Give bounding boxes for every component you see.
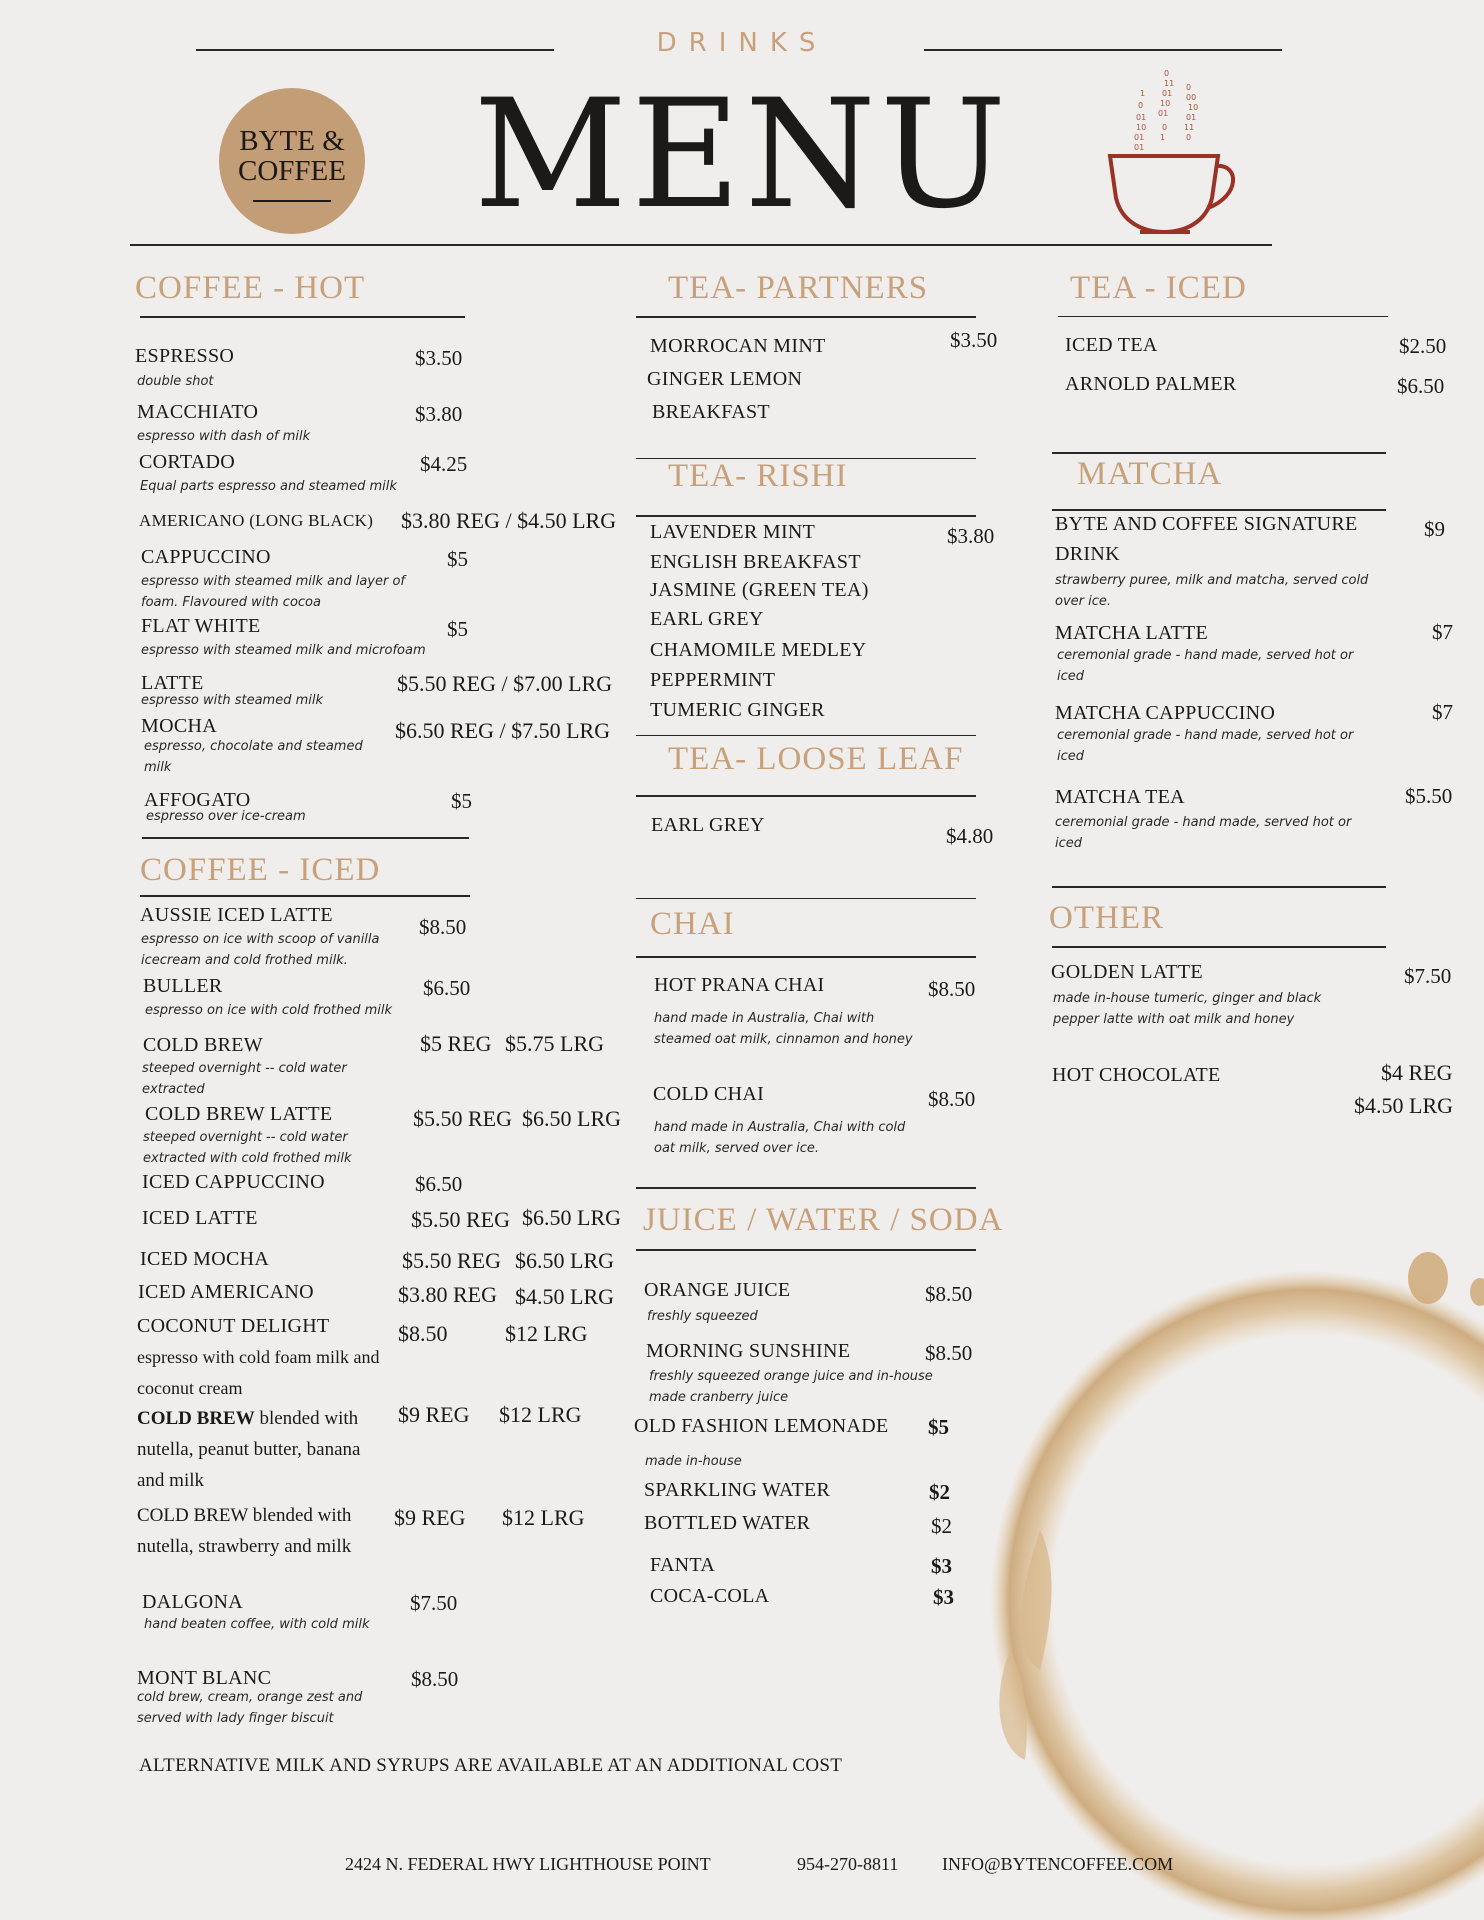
macchiato-desc: espresso with dash of milk bbox=[137, 429, 311, 444]
arnold-palmer-price: $6.50 bbox=[1397, 374, 1445, 398]
hot-chocolate-price-reg: $4 REG bbox=[1381, 1060, 1453, 1085]
matcha-end-rule bbox=[1052, 886, 1386, 888]
iced-americano-price-reg: $3.80 REG bbox=[398, 1282, 497, 1307]
morning-sunshine-desc: freshly squeezed orange juice and in-house made cranberry juice bbox=[649, 1369, 933, 1405]
tea-loose-rule bbox=[636, 795, 976, 797]
aussie-iced-latte-price: $8.50 bbox=[419, 915, 467, 939]
signature-drink-name-2: DRINK bbox=[1055, 543, 1120, 565]
cold-brew-nutella-strawberry-price-reg: $9 REG bbox=[394, 1505, 466, 1530]
flat-white-price: $5 bbox=[447, 617, 468, 641]
coffee-stain-ring-icon bbox=[980, 1230, 1484, 1920]
ginger-lemon-name: GINGER LEMON bbox=[647, 368, 803, 390]
drinks-label: DRINKS bbox=[656, 28, 828, 58]
iced-tea-name: ICED TEA bbox=[1065, 334, 1158, 356]
fanta-name: FANTA bbox=[650, 1554, 716, 1576]
lemonade-desc: made in-house bbox=[645, 1454, 742, 1469]
golden-latte-name: GOLDEN LATTE bbox=[1051, 961, 1203, 983]
svg-text:11: 11 bbox=[1184, 123, 1195, 132]
tea-partners-rule bbox=[636, 316, 976, 318]
chai-end-rule bbox=[636, 1187, 976, 1189]
svg-text:10: 10 bbox=[1188, 103, 1199, 112]
alt-milk-note: ALTERNATIVE MILK AND SYRUPS ARE AVAILABLE AT AN ADDITIONAL COST bbox=[139, 1755, 843, 1776]
matcha-cappuccino-price: $7 bbox=[1432, 700, 1453, 724]
macchiato-name: MACCHIATO bbox=[137, 401, 259, 423]
buller-desc: espresso on ice with cold frothed milk bbox=[145, 1003, 393, 1018]
cold-brew-latte-price-lrg: $6.50 LRG bbox=[522, 1106, 621, 1131]
mont-blanc-name: MONT BLANC bbox=[137, 1667, 272, 1689]
coconut-delight-name: COCONUT DELIGHT bbox=[137, 1315, 330, 1337]
footer-address: 2424 N. FEDERAL HWY LIGHTHOUSE POINT bbox=[345, 1854, 711, 1874]
hot-chocolate-name: HOT CHOCOLATE bbox=[1052, 1064, 1221, 1086]
golden-latte-desc: made in-house tumeric, ginger and black pepper latte with oat milk and honey bbox=[1053, 991, 1322, 1027]
svg-text:0: 0 bbox=[1162, 123, 1168, 132]
cold-brew-price-reg: $5 REG bbox=[420, 1031, 492, 1056]
cold-brew-name: COLD BREW bbox=[143, 1034, 263, 1056]
dalgona-price: $7.50 bbox=[410, 1591, 458, 1615]
svg-text:01: 01 bbox=[1134, 133, 1145, 142]
tea-loose-end-rule bbox=[636, 898, 976, 899]
svg-text:01: 01 bbox=[1136, 113, 1147, 122]
matcha-latte-price: $7 bbox=[1432, 620, 1453, 644]
cold-brew-nutella-strawberry-price-lrg: $12 LRG bbox=[502, 1505, 585, 1530]
flat-white-name: FLAT WHITE bbox=[141, 615, 261, 637]
americano-name: AMERICANO (LONG BLACK) bbox=[139, 511, 374, 530]
iced-cappuccino-name: ICED CAPPUCCINO bbox=[142, 1171, 325, 1193]
mont-blanc-price: $8.50 bbox=[411, 1667, 459, 1691]
cold-brew-nutella-pb bbox=[137, 1403, 392, 1496]
cortado-desc: Equal parts espresso and steamed milk bbox=[140, 479, 397, 494]
iced-cappuccino-price: $6.50 bbox=[415, 1172, 463, 1196]
matcha-latte-name: MATCHA LATTE bbox=[1055, 622, 1209, 644]
iced-tea-price: $2.50 bbox=[1399, 334, 1447, 358]
logo bbox=[219, 88, 365, 234]
signature-drink-name: BYTE AND COFFEE SIGNATURE bbox=[1055, 513, 1358, 535]
dalgona-name: DALGONA bbox=[142, 1591, 243, 1613]
iced-mocha-name: ICED MOCHA bbox=[140, 1248, 270, 1270]
old-fashion-lemonade-name: OLD FASHION LEMONADE bbox=[634, 1415, 889, 1437]
chai-rule bbox=[636, 956, 976, 958]
iced-latte-name: ICED LATTE bbox=[142, 1207, 258, 1229]
matcha-tea-price: $5.50 bbox=[1405, 784, 1453, 808]
earl-grey-rishi-name: EARL GREY bbox=[650, 608, 764, 630]
jasmine-name: JASMINE (GREEN TEA) bbox=[650, 579, 869, 601]
espresso-price: $3.50 bbox=[415, 346, 463, 370]
signature-drink-desc: strawberry puree, milk and matcha, served cold over ice. bbox=[1055, 573, 1369, 609]
juice-title: JUICE / WATER / SODA bbox=[643, 1202, 1004, 1238]
hot-chocolate-price-lrg: $4.50 LRG bbox=[1354, 1093, 1453, 1118]
cold-chai-name: COLD CHAI bbox=[653, 1083, 765, 1105]
dalgona-desc: hand beaten coffee, with cold milk bbox=[144, 1617, 370, 1632]
cold-chai-desc: hand made in Australia, Chai with cold oat milk, served over ice. bbox=[654, 1120, 906, 1156]
tea-rishi-price: $3.80 bbox=[947, 524, 995, 548]
coffee-cup-binary-steam-icon bbox=[1100, 68, 1245, 238]
orange-juice-price: $8.50 bbox=[925, 1282, 973, 1306]
svg-text:0: 0 bbox=[1138, 101, 1144, 110]
tea-iced-end-rule bbox=[1052, 452, 1386, 454]
coffee-hot-rule bbox=[140, 316, 465, 318]
juice-rule bbox=[636, 1249, 976, 1251]
signature-drink-price: $9 bbox=[1424, 517, 1445, 541]
tea-loose-title: TEA- LOOSE LEAF bbox=[668, 741, 964, 777]
coffee-iced-rule bbox=[140, 895, 470, 897]
macchiato-price: $3.80 bbox=[415, 402, 463, 426]
tea-partners-title: TEA- PARTNERS bbox=[668, 270, 929, 306]
svg-text:11: 11 bbox=[1164, 79, 1175, 88]
coconut-delight-desc: espresso with cold foam milk and coconut cream bbox=[137, 1347, 380, 1398]
chamomile-medley-name: CHAMOMILE MEDLEY bbox=[650, 639, 867, 661]
iced-americano-name: ICED AMERICANO bbox=[138, 1281, 314, 1303]
matcha-tea-name: MATCHA TEA bbox=[1055, 786, 1185, 808]
cortado-price: $4.25 bbox=[420, 452, 468, 476]
mocha-desc: espresso, chocolate and steamed milk bbox=[144, 739, 363, 775]
coffee-hot-end-rule bbox=[142, 837, 469, 839]
morning-sunshine-name: MORNING SUNSHINE bbox=[646, 1340, 851, 1362]
espresso-desc: double shot bbox=[137, 374, 214, 389]
cold-chai-price: $8.50 bbox=[928, 1087, 976, 1111]
footer-email: INFO@BYTENCOFFEE.COM bbox=[942, 1854, 1174, 1874]
arnold-palmer-name: ARNOLD PALMER bbox=[1065, 373, 1237, 395]
tea-partners-price: $3.50 bbox=[950, 328, 998, 352]
coca-cola-price: $3 bbox=[933, 1585, 954, 1609]
tea-rishi-title: TEA- RISHI bbox=[668, 458, 848, 494]
mont-blanc-desc: cold brew, cream, orange zest and served with lady finger biscuit bbox=[137, 1690, 363, 1726]
moroccan-mint-name: MORROCAN MINT bbox=[650, 335, 826, 357]
svg-text:0: 0 bbox=[1186, 133, 1192, 142]
svg-text:1: 1 bbox=[1160, 133, 1166, 142]
earl-grey-loose-name: EARL GREY bbox=[651, 814, 765, 836]
breakfast-name: BREAKFAST bbox=[652, 401, 770, 423]
americano-price: $3.80 REG / $4.50 LRG bbox=[401, 508, 617, 533]
cortado-name: CORTADO bbox=[139, 451, 235, 473]
cold-brew-nutella-pb-price-lrg: $12 LRG bbox=[499, 1402, 582, 1427]
buller-name: BULLER bbox=[143, 975, 223, 997]
matcha-tea-desc: ceremonial grade - hand made, served hot or iced bbox=[1055, 815, 1352, 851]
aussie-iced-latte-name: AUSSIE ICED LATTE bbox=[140, 904, 333, 926]
svg-text:01: 01 bbox=[1186, 113, 1197, 122]
cold-brew-latte-name: COLD BREW LATTE bbox=[145, 1103, 333, 1125]
matcha-rule bbox=[1052, 509, 1386, 511]
matcha-cappuccino-name: MATCHA CAPPUCCINO bbox=[1055, 702, 1276, 724]
cappuccino-name: CAPPUCCINO bbox=[141, 546, 271, 568]
other-title: OTHER bbox=[1049, 900, 1164, 936]
other-rule bbox=[1052, 946, 1386, 948]
cold-brew-nutella-pb-price-reg: $9 REG bbox=[398, 1402, 470, 1427]
iced-mocha-price-lrg: $6.50 LRG bbox=[515, 1248, 614, 1273]
lavender-mint-name: LAVENDER MINT bbox=[650, 521, 816, 543]
lemonade-price: $5 bbox=[928, 1415, 949, 1439]
svg-text:10: 10 bbox=[1136, 123, 1147, 132]
bottled-water-price: $2 bbox=[931, 1514, 952, 1538]
iced-latte-price-lrg: $6.50 LRG bbox=[522, 1205, 621, 1230]
svg-text:01: 01 bbox=[1134, 143, 1145, 152]
tumeric-ginger-name: TUMERIC GINGER bbox=[650, 699, 825, 721]
golden-latte-price: $7.50 bbox=[1404, 964, 1452, 988]
affogato-desc: espresso over ice-cream bbox=[146, 809, 306, 824]
iced-latte-price-reg: $5.50 REG bbox=[411, 1207, 510, 1232]
hot-prana-chai-name: HOT PRANA CHAI bbox=[654, 974, 825, 996]
morning-sunshine-price: $8.50 bbox=[925, 1341, 973, 1365]
aussie-iced-latte-desc: espresso on ice with scoop of vanilla icecream and cold frothed milk. bbox=[141, 932, 380, 968]
svg-text:00: 00 bbox=[1186, 93, 1197, 102]
menu-title: MENU bbox=[473, 68, 1011, 242]
svg-text:0: 0 bbox=[1164, 69, 1170, 78]
iced-americano-price-lrg: $4.50 LRG bbox=[515, 1284, 614, 1309]
header-rule-bottom bbox=[130, 244, 1272, 246]
cold-brew-nutella-pb-text: blended with nutella, peanut butter, banana and milk bbox=[137, 1408, 361, 1491]
cold-brew-nutella-strawberry: COLD BREW blended with nutella, strawberry and milk bbox=[137, 1505, 352, 1557]
orange-juice-name: ORANGE JUICE bbox=[644, 1279, 791, 1301]
tea-rishi-rule bbox=[636, 515, 976, 517]
matcha-cappuccino-desc: ceremonial grade - hand made, served hot or iced bbox=[1057, 728, 1354, 764]
coffee-iced-title: COFFEE - ICED bbox=[140, 852, 381, 888]
tea-iced-title: TEA - ICED bbox=[1070, 270, 1247, 306]
matcha-title: MATCHA bbox=[1077, 456, 1223, 492]
cappuccino-desc: espresso with steamed milk and layer of foam. Flavoured with cocoa bbox=[141, 574, 406, 610]
cold-brew-latte-price-reg: $5.50 REG bbox=[413, 1106, 512, 1131]
mocha-name: MOCHA bbox=[141, 715, 217, 737]
tea-iced-rule bbox=[1058, 316, 1388, 317]
matcha-latte-desc: ceremonial grade - hand made, served hot or iced bbox=[1057, 648, 1354, 684]
flat-white-desc: espresso with steamed milk and microfoam bbox=[141, 643, 426, 658]
logo-underline bbox=[253, 200, 331, 202]
hot-prana-chai-desc: hand made in Australia, Chai with steamed oat milk, cinnamon and honey bbox=[654, 1011, 913, 1047]
svg-text:0: 0 bbox=[1186, 83, 1192, 92]
sparkling-water-name: SPARKLING WATER bbox=[644, 1479, 831, 1501]
coconut-delight-price: $8.50 bbox=[398, 1321, 448, 1346]
chai-title: CHAI bbox=[650, 906, 735, 942]
cold-brew-latte-desc: steeped overnight -- cold water extracted with cold frothed milk bbox=[143, 1130, 352, 1166]
cold-brew-price-lrg: $5.75 LRG bbox=[505, 1031, 604, 1056]
hot-prana-chai-price: $8.50 bbox=[928, 977, 976, 1001]
buller-price: $6.50 bbox=[423, 976, 471, 1000]
fanta-price: $3 bbox=[931, 1554, 952, 1578]
latte-desc: espresso with steamed milk bbox=[141, 693, 324, 708]
latte-name: LATTE bbox=[141, 672, 204, 694]
cappuccino-price: $5 bbox=[447, 547, 468, 571]
earl-grey-loose-price: $4.80 bbox=[946, 824, 994, 848]
english-breakfast-name: ENGLISH BREAKFAST bbox=[650, 551, 861, 573]
latte-price: $5.50 REG / $7.00 LRG bbox=[397, 671, 613, 696]
affogato-name: AFFOGATO bbox=[144, 789, 251, 811]
iced-mocha-price-reg: $5.50 REG bbox=[402, 1248, 501, 1273]
sparkling-water-price: $2 bbox=[929, 1480, 950, 1504]
svg-text:01: 01 bbox=[1162, 89, 1173, 98]
coffee-hot-title: COFFEE - HOT bbox=[135, 270, 366, 306]
svg-text:1: 1 bbox=[1140, 89, 1146, 98]
svg-text:01: 01 bbox=[1158, 109, 1169, 118]
tea-rishi-end-rule bbox=[636, 735, 976, 736]
orange-juice-desc: freshly squeezed bbox=[647, 1309, 758, 1324]
espresso-name: ESPRESSO bbox=[135, 345, 235, 367]
cold-brew-bold: COLD BREW bbox=[137, 1408, 255, 1429]
bottled-water-name: BOTTLED WATER bbox=[644, 1512, 811, 1534]
mocha-price: $6.50 REG / $7.50 LRG bbox=[395, 718, 611, 743]
coca-cola-name: COCA-COLA bbox=[650, 1585, 770, 1607]
cold-brew-desc: steeped overnight -- cold water extracted bbox=[142, 1061, 347, 1097]
logo-text: BYTE & COFFEE bbox=[238, 125, 346, 187]
peppermint-name: PEPPERMINT bbox=[650, 669, 776, 691]
coconut-delight-price-lrg: $12 LRG bbox=[505, 1321, 588, 1346]
svg-text:10: 10 bbox=[1160, 99, 1171, 108]
affogato-price: $5 bbox=[451, 789, 472, 813]
footer-phone: 954-270-8811 bbox=[797, 1854, 899, 1874]
